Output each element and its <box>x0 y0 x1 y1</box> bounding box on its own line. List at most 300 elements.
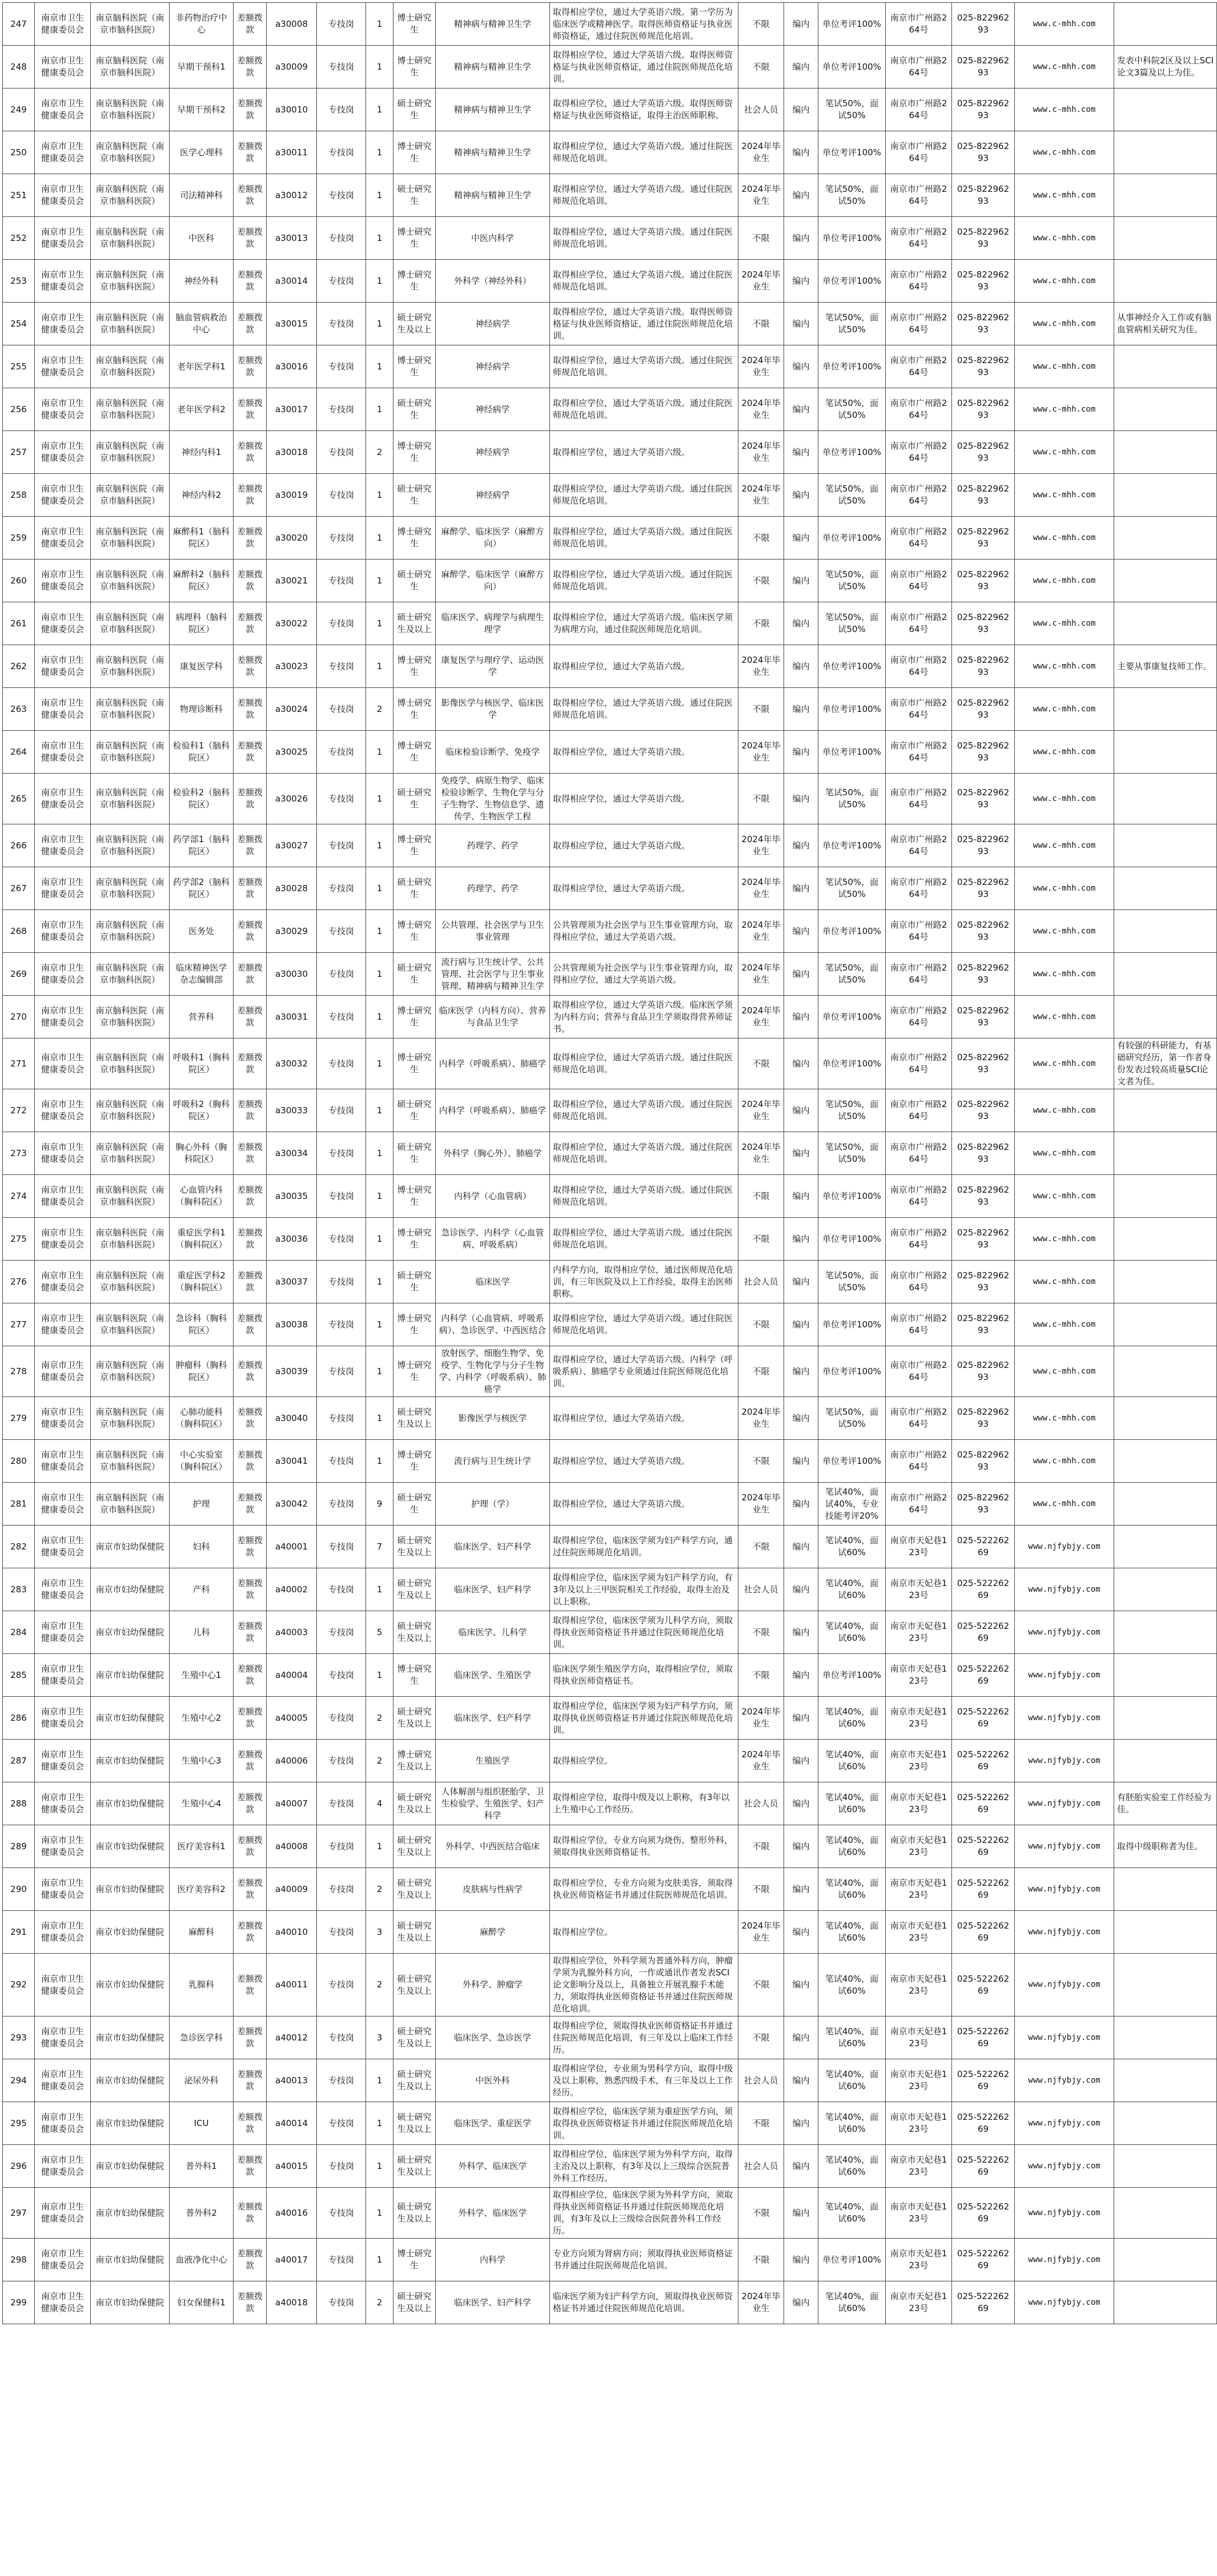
cell-position-category: 专技岗 <box>317 517 366 560</box>
cell-education: 硕士研究生 <box>393 867 436 910</box>
cell-position-code: a30039 <box>267 1346 317 1397</box>
cell-funding-type: 差额拨款 <box>234 1261 267 1303</box>
cell-education: 博士研究生 <box>393 731 436 774</box>
cell-website: www.njfybjy.com <box>1015 1954 1114 2016</box>
cell-headcount: 2 <box>366 2281 393 2324</box>
cell-row-number: 286 <box>3 1697 35 1740</box>
cell-notes <box>1114 1740 1217 1782</box>
cell-requirements: 取得相应学位，通过大学英语六级。通过住院医师规范化培训。 <box>550 174 738 217</box>
cell-headcount: 1 <box>366 88 393 131</box>
cell-education: 硕士研究生 <box>393 1132 436 1175</box>
cell-phone: 025-82296293 <box>952 3 1015 46</box>
cell-position-category: 专技岗 <box>317 1740 366 1782</box>
cell-major: 麻醉学、临床医学（麻醉方向） <box>436 560 550 602</box>
cell-funding-type: 差额拨款 <box>234 1954 267 2016</box>
cell-exam-ratio: 笔试50%，面试50% <box>818 867 886 910</box>
cell-address: 南京市广州路264号 <box>886 88 952 131</box>
table-row <box>3 388 1217 431</box>
cell-requirements: 取得相应学位，通过大学英语六级。通过住院医师规范化培训。 <box>550 1132 738 1175</box>
cell-exam-ratio: 笔试50%，面试50% <box>818 560 886 602</box>
cell-position-category: 专技岗 <box>317 46 366 88</box>
cell-exam-ratio: 单位考评100% <box>818 2239 886 2281</box>
cell-headcount: 7 <box>366 1526 393 1568</box>
cell-major: 内科学（心血管病） <box>436 1175 550 1218</box>
cell-notes <box>1114 88 1217 131</box>
cell-position-category: 专技岗 <box>317 1089 366 1132</box>
cell-exam-ratio: 单位考评100% <box>818 1440 886 1483</box>
cell-phone: 025-82296293 <box>952 260 1015 303</box>
cell-requirements: 取得相应学位。 <box>550 1740 738 1782</box>
cell-department: 南京市卫生健康委员会 <box>35 774 91 824</box>
cell-education: 博士研究生 <box>393 688 436 731</box>
cell-row-number: 287 <box>3 1740 35 1782</box>
cell-exam-ratio: 笔试50%，面试50% <box>818 774 886 824</box>
cell-headcount: 1 <box>366 345 393 388</box>
cell-address: 南京市天妃巷123号 <box>886 2016 952 2059</box>
cell-department: 南京市卫生健康委员会 <box>35 1039 91 1089</box>
cell-headcount: 1 <box>366 996 393 1039</box>
cell-website: www.c-mhh.com <box>1015 131 1114 174</box>
cell-position-code: a40014 <box>267 2102 317 2145</box>
cell-address: 南京市天妃巷123号 <box>886 1611 952 1654</box>
cell-notes <box>1114 2239 1217 2281</box>
cell-position-name: 康复医学科 <box>170 645 234 688</box>
cell-unit-name: 南京市妇幼保健院 <box>91 1611 170 1654</box>
cell-phone: 025-52226269 <box>952 1868 1015 1911</box>
cell-address: 南京市天妃巷123号 <box>886 1697 952 1740</box>
cell-notes <box>1114 1261 1217 1303</box>
cell-staffing: 编内 <box>784 1089 818 1132</box>
cell-position-category: 专技岗 <box>317 1039 366 1089</box>
cell-position-category: 专技岗 <box>317 953 366 996</box>
cell-staffing: 编内 <box>784 1346 818 1397</box>
cell-funding-type: 差额拨款 <box>234 1611 267 1654</box>
table-row <box>3 560 1217 602</box>
cell-candidate-type: 不限 <box>738 2102 784 2145</box>
cell-staffing: 编内 <box>784 645 818 688</box>
cell-funding-type: 差额拨款 <box>234 1440 267 1483</box>
cell-position-category: 专技岗 <box>317 910 366 953</box>
cell-notes <box>1114 824 1217 867</box>
cell-requirements: 取得相应学位，通过大学英语六级。 <box>550 645 738 688</box>
cell-department: 南京市卫生健康委员会 <box>35 1483 91 1526</box>
cell-row-number: 296 <box>3 2145 35 2188</box>
table-row <box>3 2016 1217 2059</box>
cell-headcount: 2 <box>366 1868 393 1911</box>
cell-candidate-type: 不限 <box>738 1868 784 1911</box>
cell-requirements: 公共管理须为社会医学与卫生事业管理方向，取得相应学位，通过大学英语六级。 <box>550 910 738 953</box>
cell-notes <box>1114 474 1217 517</box>
cell-address: 南京市广州路264号 <box>886 867 952 910</box>
cell-unit-name: 南京脑科医院（南京市脑科医院） <box>91 1483 170 1526</box>
cell-phone: 025-52226269 <box>952 1954 1015 2016</box>
cell-phone: 025-52226269 <box>952 2059 1015 2102</box>
cell-requirements: 取得相应学位，通过大学英语六级。第一学历为临床医学或精神医学。取得医师资格证与执业医师资格证，通过住院医师规范化培训。 <box>550 3 738 46</box>
cell-funding-type: 差额拨款 <box>234 645 267 688</box>
cell-requirements: 取得相应学位，通过大学英语六级。通过住院医师规范化培训。 <box>550 1175 738 1218</box>
cell-major: 精神病与精神卫生学 <box>436 88 550 131</box>
cell-phone: 025-82296293 <box>952 953 1015 996</box>
cell-funding-type: 差额拨款 <box>234 824 267 867</box>
cell-staffing: 编内 <box>784 174 818 217</box>
cell-headcount: 1 <box>366 217 393 260</box>
cell-position-code: a30032 <box>267 1039 317 1089</box>
cell-funding-type: 差额拨款 <box>234 2239 267 2281</box>
cell-funding-type: 差额拨款 <box>234 953 267 996</box>
cell-education: 博士研究生 <box>393 645 436 688</box>
cell-education: 博士研究生 <box>393 217 436 260</box>
cell-row-number: 274 <box>3 1175 35 1218</box>
cell-notes <box>1114 560 1217 602</box>
cell-requirements: 取得相应学位，通过大学英语六级。通过住院医师规范化培训。 <box>550 1089 738 1132</box>
cell-candidate-type: 2024年毕业生 <box>738 2281 784 2324</box>
cell-position-code: a30028 <box>267 867 317 910</box>
cell-exam-ratio: 笔试40%，面试60% <box>818 2059 886 2102</box>
cell-row-number: 267 <box>3 867 35 910</box>
cell-headcount: 1 <box>366 1440 393 1483</box>
cell-exam-ratio: 笔试50%，面试50% <box>818 602 886 645</box>
cell-major: 神经病学 <box>436 431 550 474</box>
cell-candidate-type: 2024年毕业生 <box>738 996 784 1039</box>
cell-position-code: a30035 <box>267 1175 317 1218</box>
cell-position-name: 医疗美容科2 <box>170 1868 234 1911</box>
cell-education: 硕士研究生及以上 <box>393 602 436 645</box>
cell-position-name: 老年医学科1 <box>170 345 234 388</box>
cell-position-code: a30026 <box>267 774 317 824</box>
cell-address: 南京市广州路264号 <box>886 131 952 174</box>
cell-row-number: 299 <box>3 2281 35 2324</box>
cell-staffing: 编内 <box>784 46 818 88</box>
cell-address: 南京市天妃巷123号 <box>886 1654 952 1697</box>
cell-website: www.njfybjy.com <box>1015 2016 1114 2059</box>
cell-position-code: a40017 <box>267 2239 317 2281</box>
cell-department: 南京市卫生健康委员会 <box>35 1782 91 1825</box>
cell-website: www.njfybjy.com <box>1015 1611 1114 1654</box>
cell-headcount: 1 <box>366 1261 393 1303</box>
cell-exam-ratio: 笔试40%，面试60% <box>818 2145 886 2188</box>
cell-requirements: 取得相应学位，通过大学英语六级。 <box>550 731 738 774</box>
cell-funding-type: 差额拨款 <box>234 1526 267 1568</box>
cell-phone: 025-82296293 <box>952 1483 1015 1526</box>
cell-funding-type: 差额拨款 <box>234 2016 267 2059</box>
cell-exam-ratio: 单位考评100% <box>818 1303 886 1346</box>
table-row <box>3 953 1217 996</box>
cell-headcount: 1 <box>366 1218 393 1261</box>
cell-candidate-type: 2024年毕业生 <box>738 431 784 474</box>
cell-candidate-type: 社会人员 <box>738 1261 784 1303</box>
table-row <box>3 1440 1217 1483</box>
cell-headcount: 1 <box>366 260 393 303</box>
cell-major: 免疫学、病原生物学、临床检验诊断学、生物化学与分子生物学、生物信息学、遗传学、生物医学工程 <box>436 774 550 824</box>
cell-requirements: 取得相应学位，临床医学须为妇产科学方向，通过住院医师规范化培训。 <box>550 1526 738 1568</box>
cell-position-code: a30037 <box>267 1261 317 1303</box>
cell-department: 南京市卫生健康委员会 <box>35 1611 91 1654</box>
cell-funding-type: 差额拨款 <box>234 1346 267 1397</box>
cell-department: 南京市卫生健康委员会 <box>35 688 91 731</box>
cell-address: 南京市广州路264号 <box>886 1397 952 1440</box>
cell-position-code: a30019 <box>267 474 317 517</box>
cell-unit-name: 南京脑科医院（南京市脑科医院） <box>91 996 170 1039</box>
cell-staffing: 编内 <box>784 953 818 996</box>
cell-phone: 025-52226269 <box>952 2102 1015 2145</box>
cell-education: 博士研究生 <box>393 1440 436 1483</box>
cell-candidate-type: 2024年毕业生 <box>738 1740 784 1782</box>
cell-row-number: 263 <box>3 688 35 731</box>
cell-candidate-type: 不限 <box>738 1440 784 1483</box>
cell-position-category: 专技岗 <box>317 131 366 174</box>
cell-candidate-type: 社会人员 <box>738 2145 784 2188</box>
cell-exam-ratio: 单位考评100% <box>818 46 886 88</box>
cell-department: 南京市卫生健康委员会 <box>35 867 91 910</box>
table-row <box>3 2188 1217 2239</box>
cell-candidate-type: 不限 <box>738 2188 784 2239</box>
cell-notes: 取得中级职称者为佳。 <box>1114 1825 1217 1868</box>
cell-unit-name: 南京市妇幼保健院 <box>91 1697 170 1740</box>
cell-exam-ratio: 单位考评100% <box>818 645 886 688</box>
cell-education: 硕士研究生及以上 <box>393 303 436 345</box>
cell-website: www.njfybjy.com <box>1015 2145 1114 2188</box>
cell-candidate-type: 社会人员 <box>738 1782 784 1825</box>
recruitment-table <box>2 2 1217 2324</box>
table-row <box>3 131 1217 174</box>
cell-unit-name: 南京市妇幼保健院 <box>91 2281 170 2324</box>
cell-major: 康复医学与理疗学、运动医学 <box>436 645 550 688</box>
cell-phone: 025-82296293 <box>952 1175 1015 1218</box>
cell-position-code: a30025 <box>267 731 317 774</box>
cell-department: 南京市卫生健康委员会 <box>35 1654 91 1697</box>
cell-phone: 025-52226269 <box>952 2239 1015 2281</box>
table-row <box>3 2145 1217 2188</box>
cell-requirements: 内科学方向，取得相应学位，通过医师规范化培训，有三年医院及以上工作经验，取得主治医师职称。 <box>550 1261 738 1303</box>
cell-position-name: 麻醉科1（脑科院区） <box>170 517 234 560</box>
cell-website: www.njfybjy.com <box>1015 1740 1114 1782</box>
cell-position-code: a40012 <box>267 2016 317 2059</box>
cell-funding-type: 差额拨款 <box>234 388 267 431</box>
cell-requirements: 取得相应学位，临床医学须为重症医学方向，须取得执业医师资格证书并通过住院医师规范化培训。 <box>550 2102 738 2145</box>
cell-address: 南京市天妃巷123号 <box>886 2188 952 2239</box>
cell-address: 南京市广州路264号 <box>886 910 952 953</box>
cell-education: 硕士研究生 <box>393 474 436 517</box>
cell-row-number: 266 <box>3 824 35 867</box>
cell-staffing: 编内 <box>784 1568 818 1611</box>
cell-position-category: 专技岗 <box>317 2145 366 2188</box>
cell-position-category: 专技岗 <box>317 1782 366 1825</box>
cell-education: 硕士研究生及以上 <box>393 1825 436 1868</box>
cell-department: 南京市卫生健康委员会 <box>35 953 91 996</box>
table-row <box>3 1483 1217 1526</box>
cell-address: 南京市天妃巷123号 <box>886 1911 952 1954</box>
cell-major: 中医外科 <box>436 2059 550 2102</box>
cell-funding-type: 差额拨款 <box>234 174 267 217</box>
cell-address: 南京市广州路264号 <box>886 1132 952 1175</box>
cell-department: 南京市卫生健康委员会 <box>35 1132 91 1175</box>
cell-exam-ratio: 单位考评100% <box>818 731 886 774</box>
cell-candidate-type: 不限 <box>738 1954 784 2016</box>
table-row <box>3 1397 1217 1440</box>
cell-major: 护理（学） <box>436 1483 550 1526</box>
cell-row-number: 285 <box>3 1654 35 1697</box>
cell-funding-type: 差额拨款 <box>234 1089 267 1132</box>
cell-headcount: 1 <box>366 774 393 824</box>
cell-website: www.c-mhh.com <box>1015 1303 1114 1346</box>
cell-education: 博士研究生 <box>393 1654 436 1697</box>
cell-funding-type: 差额拨款 <box>234 46 267 88</box>
cell-position-code: a30022 <box>267 602 317 645</box>
cell-position-code: a30031 <box>267 996 317 1039</box>
cell-exam-ratio: 笔试40%，面试60% <box>818 2188 886 2239</box>
cell-candidate-type: 不限 <box>738 1175 784 1218</box>
cell-candidate-type: 2024年毕业生 <box>738 1697 784 1740</box>
cell-exam-ratio: 笔试40%，面试60% <box>818 1526 886 1568</box>
cell-position-name: 早期干预科1 <box>170 46 234 88</box>
cell-funding-type: 差额拨款 <box>234 517 267 560</box>
cell-address: 南京市广州路264号 <box>886 1175 952 1218</box>
cell-position-category: 专技岗 <box>317 1611 366 1654</box>
cell-phone: 025-82296293 <box>952 1132 1015 1175</box>
cell-row-number: 298 <box>3 2239 35 2281</box>
cell-department: 南京市卫生健康委员会 <box>35 1568 91 1611</box>
cell-candidate-type: 不限 <box>738 602 784 645</box>
cell-position-name: 老年医学科2 <box>170 388 234 431</box>
cell-requirements: 取得相应学位，通过大学英语六级。 <box>550 1440 738 1483</box>
cell-exam-ratio: 单位考评100% <box>818 1039 886 1089</box>
cell-row-number: 264 <box>3 731 35 774</box>
cell-phone: 025-82296293 <box>952 217 1015 260</box>
cell-position-category: 专技岗 <box>317 1440 366 1483</box>
cell-staffing: 编内 <box>784 824 818 867</box>
cell-headcount: 3 <box>366 1911 393 1954</box>
cell-major: 外科学（胸心外）、肺癌学 <box>436 1132 550 1175</box>
cell-staffing: 编内 <box>784 1440 818 1483</box>
cell-staffing: 编内 <box>784 1697 818 1740</box>
cell-address: 南京市广州路264号 <box>886 731 952 774</box>
cell-position-name: 药学部1（脑科院区） <box>170 824 234 867</box>
cell-headcount: 9 <box>366 1483 393 1526</box>
cell-phone: 025-82296293 <box>952 1039 1015 1089</box>
cell-position-name: 检验科2（脑科院区） <box>170 774 234 824</box>
cell-funding-type: 差额拨款 <box>234 303 267 345</box>
cell-exam-ratio: 单位考评100% <box>818 688 886 731</box>
cell-education: 硕士研究生及以上 <box>393 2059 436 2102</box>
cell-phone: 025-82296293 <box>952 774 1015 824</box>
cell-candidate-type: 2024年毕业生 <box>738 474 784 517</box>
cell-department: 南京市卫生健康委员会 <box>35 1303 91 1346</box>
cell-staffing: 编内 <box>784 1483 818 1526</box>
cell-unit-name: 南京市妇幼保健院 <box>91 1911 170 1954</box>
cell-funding-type: 差额拨款 <box>234 731 267 774</box>
cell-major: 流行病与卫生统计学、公共管理、社会医学与卫生事业管理、精神病与精神卫生学 <box>436 953 550 996</box>
cell-major: 内科学（心血管病、呼吸系病）、急诊医学、中西医结合 <box>436 1303 550 1346</box>
cell-headcount: 1 <box>366 824 393 867</box>
cell-website: www.c-mhh.com <box>1015 1089 1114 1132</box>
cell-phone: 025-82296293 <box>952 688 1015 731</box>
cell-headcount: 1 <box>366 1397 393 1440</box>
cell-major: 放射医学、细胞生物学、免疫学、生物化学与分子生物学、内科学（呼吸系病）、肺癌学 <box>436 1346 550 1397</box>
cell-phone: 025-52226269 <box>952 1568 1015 1611</box>
cell-exam-ratio: 笔试40%，面试60% <box>818 1740 886 1782</box>
cell-headcount: 1 <box>366 2188 393 2239</box>
cell-position-code: a30029 <box>267 910 317 953</box>
cell-phone: 025-82296293 <box>952 645 1015 688</box>
cell-major: 临床医学、生殖医学 <box>436 1654 550 1697</box>
cell-website: www.c-mhh.com <box>1015 388 1114 431</box>
cell-position-category: 专技岗 <box>317 560 366 602</box>
cell-unit-name: 南京市妇幼保健院 <box>91 2145 170 2188</box>
cell-staffing: 编内 <box>784 1261 818 1303</box>
cell-candidate-type: 2024年毕业生 <box>738 388 784 431</box>
cell-row-number: 270 <box>3 996 35 1039</box>
cell-education: 硕士研究生及以上 <box>393 1697 436 1740</box>
cell-position-category: 专技岗 <box>317 431 366 474</box>
table-row <box>3 303 1217 345</box>
cell-education: 博士研究生 <box>393 1175 436 1218</box>
cell-notes <box>1114 688 1217 731</box>
cell-education: 博士研究生 <box>393 46 436 88</box>
cell-address: 南京市广州路264号 <box>886 645 952 688</box>
cell-department: 南京市卫生健康委员会 <box>35 1954 91 2016</box>
cell-major: 临床医学、病理学与病理生理学 <box>436 602 550 645</box>
cell-exam-ratio: 笔试40%，面试60% <box>818 2281 886 2324</box>
cell-website: www.c-mhh.com <box>1015 1132 1114 1175</box>
table-row <box>3 46 1217 88</box>
cell-position-category: 专技岗 <box>317 1825 366 1868</box>
cell-unit-name: 南京脑科医院（南京市脑科医院） <box>91 3 170 46</box>
cell-headcount: 5 <box>366 1611 393 1654</box>
cell-major: 临床医学、妇产科学 <box>436 1568 550 1611</box>
cell-position-name: 血液净化中心 <box>170 2239 234 2281</box>
cell-requirements: 取得相应学位，专业须为男科学方向，取得中级及以上职称，熟悉四级手术，有三年及以上工作经历。 <box>550 2059 738 2102</box>
cell-address: 南京市天妃巷123号 <box>886 1782 952 1825</box>
cell-position-name: 神经内科2 <box>170 474 234 517</box>
cell-major: 麻醉学 <box>436 1911 550 1954</box>
cell-notes <box>1114 1654 1217 1697</box>
cell-major: 精神病与精神卫生学 <box>436 3 550 46</box>
cell-staffing: 编内 <box>784 774 818 824</box>
cell-unit-name: 南京脑科医院（南京市脑科医院） <box>91 560 170 602</box>
cell-department: 南京市卫生健康委员会 <box>35 2188 91 2239</box>
cell-headcount: 1 <box>366 953 393 996</box>
cell-candidate-type: 不限 <box>738 46 784 88</box>
cell-education: 博士研究生 <box>393 824 436 867</box>
cell-row-number: 271 <box>3 1039 35 1089</box>
cell-exam-ratio: 笔试50%，面试50% <box>818 1397 886 1440</box>
cell-address: 南京市广州路264号 <box>886 303 952 345</box>
cell-address: 南京市广州路264号 <box>886 474 952 517</box>
cell-notes: 有胚胎实验室工作经验为佳。 <box>1114 1782 1217 1825</box>
cell-education: 博士研究生 <box>393 260 436 303</box>
cell-headcount: 1 <box>366 602 393 645</box>
cell-address: 南京市广州路264号 <box>886 260 952 303</box>
cell-staffing: 编内 <box>784 867 818 910</box>
cell-major: 神经病学 <box>436 303 550 345</box>
cell-major: 流行病与卫生统计学 <box>436 1440 550 1483</box>
cell-education: 硕士研究生 <box>393 88 436 131</box>
cell-address: 南京市天妃巷123号 <box>886 2059 952 2102</box>
cell-notes <box>1114 774 1217 824</box>
cell-headcount: 1 <box>366 1825 393 1868</box>
table-body <box>3 3 1217 2324</box>
cell-website: www.c-mhh.com <box>1015 1346 1114 1397</box>
cell-notes <box>1114 2016 1217 2059</box>
cell-position-category: 专技岗 <box>317 2188 366 2239</box>
cell-position-name: 临床精神医学杂志编辑部 <box>170 953 234 996</box>
cell-candidate-type: 2024年毕业生 <box>738 953 784 996</box>
table-row <box>3 996 1217 1039</box>
table-row <box>3 645 1217 688</box>
cell-department: 南京市卫生健康委员会 <box>35 1526 91 1568</box>
cell-candidate-type: 不限 <box>738 1654 784 1697</box>
cell-position-category: 专技岗 <box>317 1697 366 1740</box>
